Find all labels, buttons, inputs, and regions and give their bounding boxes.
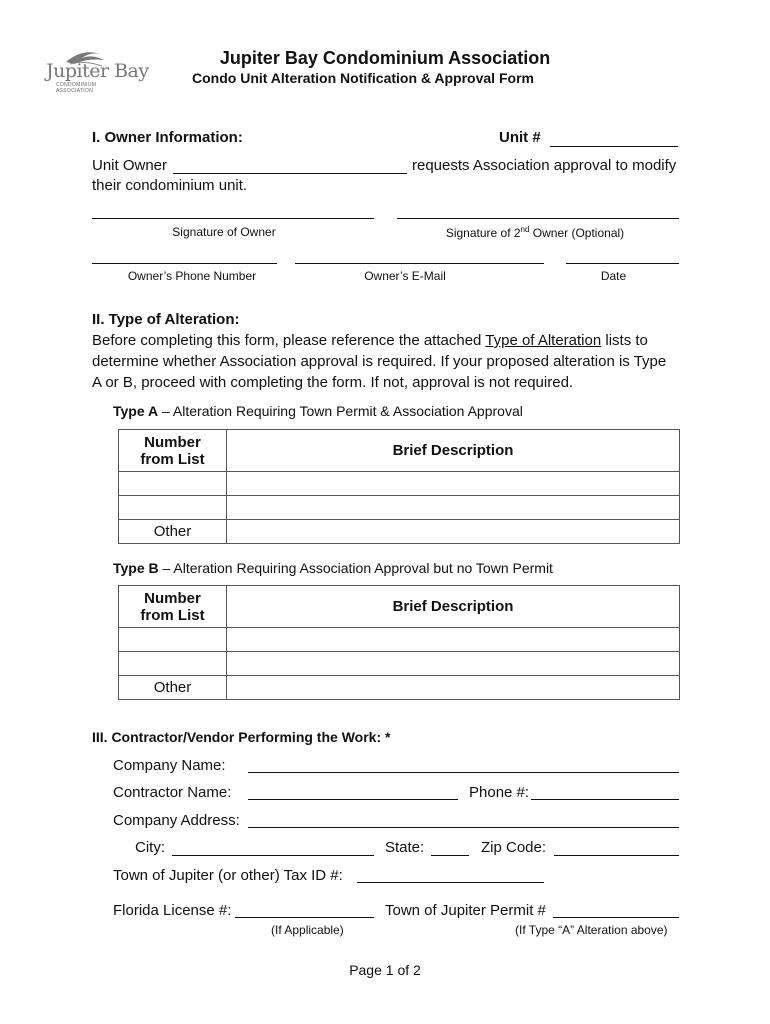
date-label: Date [600,269,627,283]
company-address-label: Company Address: [113,812,240,829]
table-row-other[interactable] [119,520,680,544]
unit-owner-field[interactable] [173,173,407,174]
state-field[interactable] [431,855,469,856]
alteration-paragraph-line3: A or B, proceed with completing the form. If not, approval is not required. [92,374,574,391]
zip-label: Zip Code: [481,839,547,856]
owner-email-field[interactable] [295,263,544,264]
type-b-table [118,585,680,700]
company-name-label: Company Name: [113,757,226,774]
company-name-field[interactable] [248,772,679,773]
zip-field[interactable] [554,855,679,856]
logo-text: Jupiter Bay [46,60,149,82]
section-contractor-heading: III. Contractor/Vendor Performing the Work: * [92,729,391,745]
form-subtitle: Condo Unit Alteration Notification & Approval Form [192,70,534,86]
alteration-paragraph-line1: Before completing this form, please reference the attached Type of Alteration lists to [92,332,648,349]
type-b-col-number: Number from List [119,586,227,628]
request-text-2: their condominium unit. [92,177,248,194]
if-applicable-note: (If Applicable) [271,923,344,937]
permit-field[interactable] [553,917,679,918]
contractor-name-label: Contractor Name: [113,784,232,801]
logo-sub2: ASSOCIATION [56,88,94,94]
owner-signature-field[interactable] [92,218,374,219]
page-number: Page 1 of 2 [349,962,421,978]
owner-phone-field[interactable] [92,263,277,264]
unit-field[interactable] [550,146,678,147]
state-label: State: [385,839,425,856]
contractor-name-field[interactable] [248,799,458,800]
request-text: requests Association approval to modify [412,157,677,174]
tax-id-field[interactable] [357,882,544,883]
type-of-alteration-link[interactable]: Type of Alteration [485,332,602,349]
table-row[interactable] [119,472,680,496]
other-label: Other [119,676,227,700]
table-row[interactable] [119,652,680,676]
section-owner-heading: I. Owner Information: [92,129,243,146]
other-label: Other [119,520,227,544]
second-owner-signature-label: Signature of 2nd Owner (Optional) [445,225,625,240]
type-a-col-description: Brief Description [227,430,680,472]
type-a-col-number: Number from List [119,430,227,472]
fl-license-label: Florida License #: [113,902,232,919]
type-a-heading: Type A – Alteration Requiring Town Permit & Association Approval [113,403,523,419]
fl-license-field[interactable] [235,917,374,918]
table-row-other[interactable] [119,676,680,700]
type-b-col-description: Brief Description [227,586,680,628]
alteration-paragraph-line2: determine whether Association approval is required. If your proposed alteration is Type [92,353,667,370]
date-field[interactable] [566,263,679,264]
owner-signature-label: Signature of Owner [172,225,276,239]
company-address-field[interactable] [248,827,679,828]
second-owner-signature-field[interactable] [397,218,679,219]
type-a-table [118,429,680,544]
city-field[interactable] [172,855,374,856]
table-row[interactable] [119,628,680,652]
phone-label: Phone #: [469,784,530,801]
owner-email-label: Owner’s E-Mail [364,269,446,283]
table-row[interactable] [119,496,680,520]
if-type-a-note: (If Type “A” Alteration above) [515,923,668,937]
section-alteration-heading: II. Type of Alteration: [92,311,240,328]
phone-field[interactable] [531,799,679,800]
form-title: Jupiter Bay Condominium Association [219,48,551,68]
logo-sub1: CONDOMINIUM [56,82,97,88]
city-label: City: [135,839,165,856]
owner-phone-label: Owner’s Phone Number [127,269,257,283]
unit-owner-label: Unit Owner [92,157,168,174]
permit-label: Town of Jupiter Permit # [385,902,546,919]
tax-id-label: Town of Jupiter (or other) Tax ID #: [113,867,343,884]
type-b-heading: Type B – Alteration Requiring Association Approval but no Town Permit [113,560,553,576]
unit-label: Unit # [499,129,541,146]
